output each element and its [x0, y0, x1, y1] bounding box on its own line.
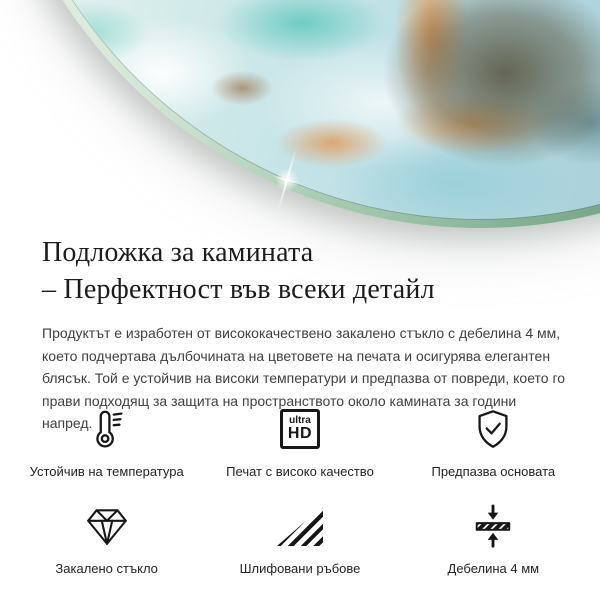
feature-thickness-4mm	[397, 503, 590, 576]
feature-label: Устойчив на температура	[29, 464, 184, 479]
feature-grid	[10, 406, 590, 576]
feature-label: Печат с високо качество	[226, 464, 374, 479]
feature-high-quality-print	[203, 406, 396, 479]
title-line-1: Подложка за камината	[42, 237, 314, 268]
polished-edge-icon	[277, 503, 323, 549]
feature-label: Закалено стъкло	[55, 561, 158, 576]
feature-label: Предпазва основата	[431, 464, 556, 479]
ultra-hd-icon	[280, 406, 320, 452]
feature-temperature-resistant	[10, 406, 203, 479]
feature-tempered-glass	[10, 503, 203, 576]
title-line-2: – Перфектност във всеки детайл	[42, 274, 435, 305]
diamond-icon	[84, 503, 130, 549]
feature-polished-edges	[203, 503, 396, 576]
product-description-text: Продуктът е изработен от висококачествено закалено стъкло с дебелина 4 мм, което подчертава дълбочината на цветовете на печата и осигурява елегантен блясък. Той е устойчив на високи температури и предпазва от повреди, което го прави подходящ за защита на пространството около камината за години напред.	[42, 325, 566, 431]
uhd-badge-bottom: HD	[287, 425, 313, 442]
feature-label: Шлифовани ръбове	[239, 561, 361, 576]
uhd-badge-top: ultra	[289, 415, 311, 426]
page-title	[42, 234, 572, 308]
shield-check-icon	[470, 406, 516, 452]
feature-label: Дебелина 4 мм	[447, 561, 540, 576]
feature-protects-base	[397, 406, 590, 479]
thickness-icon	[470, 503, 516, 549]
thermometer-icon	[84, 406, 130, 452]
